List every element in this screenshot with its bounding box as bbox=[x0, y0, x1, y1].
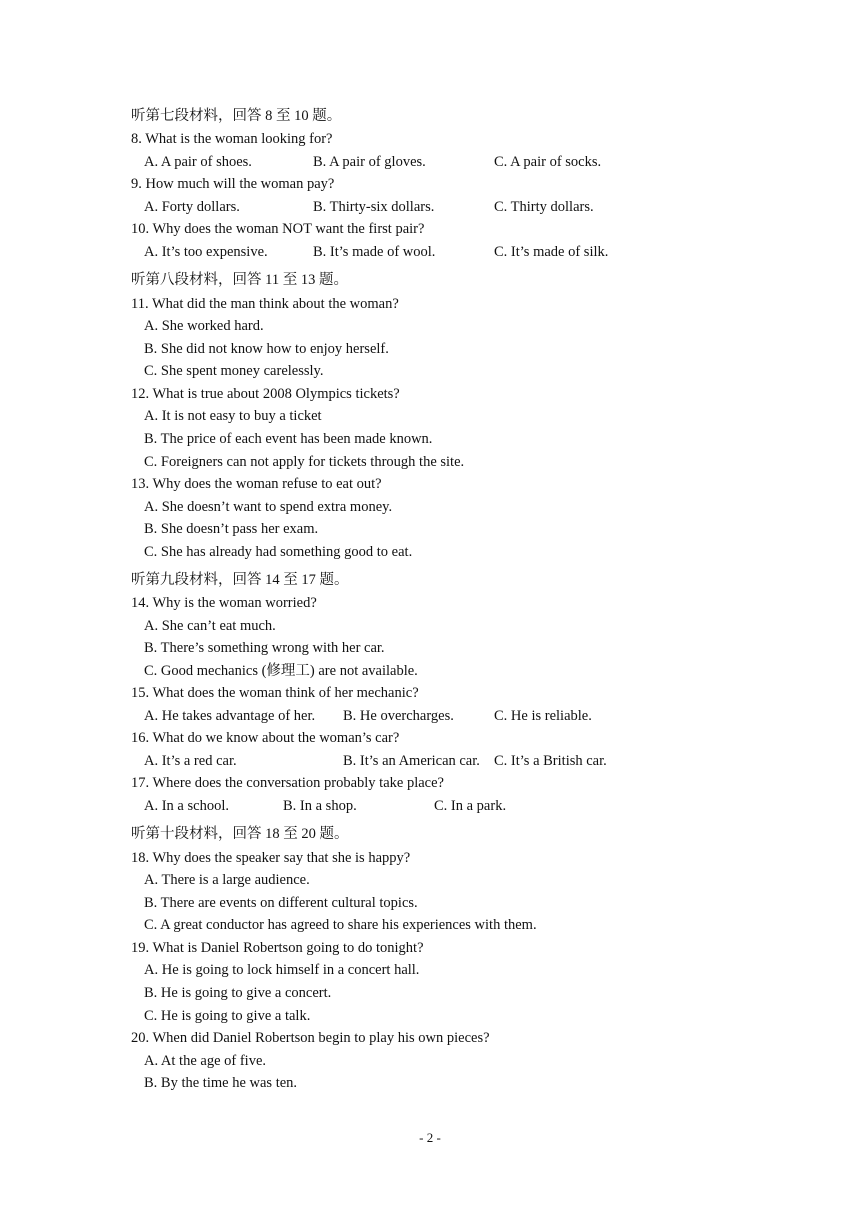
question-15: 15. What does the woman think of her mechanic? bbox=[131, 685, 419, 701]
section-heading: 听第十段材料，回答 18 至 20 题。 bbox=[131, 826, 349, 842]
option-15c: C. He is reliable. bbox=[494, 708, 592, 724]
question-20: 20. When did Daniel Robertson begin to play his own pieces? bbox=[131, 1030, 490, 1046]
option-11b: B. She did not know how to enjoy herself. bbox=[144, 341, 389, 357]
option-11c: C. She spent money carelessly. bbox=[144, 363, 324, 379]
option-16a: A. It’s a red car. bbox=[144, 753, 237, 769]
option-10c: C. It’s made of silk. bbox=[494, 244, 609, 260]
option-8a: A. A pair of shoes. bbox=[144, 154, 252, 170]
question-9: 9. How much will the woman pay? bbox=[131, 176, 335, 192]
section-heading: 听第七段材料，回答 8 至 10 题。 bbox=[131, 108, 342, 124]
question-10: 10. Why does the woman NOT want the first pair? bbox=[131, 221, 425, 237]
option-13a: A. She doesn’t want to spend extra money. bbox=[144, 499, 393, 515]
option-16b: B. It’s an American car. bbox=[343, 753, 480, 769]
option-10b: B. It’s made of wool. bbox=[313, 244, 436, 260]
option-20b: B. By the time he was ten. bbox=[144, 1075, 298, 1091]
option-18b: B. There are events on different cultural topics. bbox=[144, 895, 418, 911]
section-heading: 听第九段材料，回答 14 至 17 题。 bbox=[131, 572, 349, 588]
option-13c: C. She has already had something good to eat. bbox=[144, 544, 413, 560]
option-11a: A. She worked hard. bbox=[144, 318, 264, 334]
option-18c: C. A great conductor has agreed to share his experiences with them. bbox=[144, 917, 537, 933]
option-14a: A. She can’t eat much. bbox=[144, 618, 276, 634]
option-9b: B. Thirty-six dollars. bbox=[313, 199, 435, 215]
option-12a: A. It is not easy to buy a ticket bbox=[144, 408, 322, 424]
option-9c: C. Thirty dollars. bbox=[494, 199, 594, 215]
option-17b: B. In a shop. bbox=[283, 798, 357, 814]
option-19a: A. He is going to lock himself in a concert hall. bbox=[144, 962, 420, 978]
option-10a: A. It’s too expensive. bbox=[144, 244, 268, 260]
option-14b: B. There’s something wrong with her car. bbox=[144, 640, 385, 656]
option-16c: C. It’s a British car. bbox=[494, 753, 607, 769]
option-15b: B. He overcharges. bbox=[343, 708, 454, 724]
question-14: 14. Why is the woman worried? bbox=[131, 595, 317, 611]
option-12b: B. The price of each event has been made known. bbox=[144, 431, 433, 447]
option-8b: B. A pair of gloves. bbox=[313, 154, 426, 170]
option-14c: C. Good mechanics (修理工) are not available. bbox=[144, 663, 418, 679]
option-17a: A. In a school. bbox=[144, 798, 229, 814]
option-13b: B. She doesn’t pass her exam. bbox=[144, 521, 319, 537]
option-9a: A. Forty dollars. bbox=[144, 199, 240, 215]
question-11: 11. What did the man think about the woman? bbox=[131, 296, 399, 312]
section-heading: 听第八段材料，回答 11 至 13 题。 bbox=[131, 272, 348, 288]
question-18: 18. Why does the speaker say that she is happy? bbox=[131, 850, 411, 866]
option-12c: C. Foreigners can not apply for tickets through the site. bbox=[144, 454, 465, 470]
question-12: 12. What is true about 2008 Olympics tickets? bbox=[131, 386, 400, 402]
option-17c: C. In a park. bbox=[434, 798, 507, 814]
question-19: 19. What is Daniel Robertson going to do tonight? bbox=[131, 940, 424, 956]
option-8c: C. A pair of socks. bbox=[494, 154, 602, 170]
question-13: 13. Why does the woman refuse to eat out? bbox=[131, 476, 382, 492]
question-16: 16. What do we know about the woman’s car? bbox=[131, 730, 400, 746]
option-19b: B. He is going to give a concert. bbox=[144, 985, 332, 1001]
option-18a: A. There is a large audience. bbox=[144, 872, 310, 888]
option-19c: C. He is going to give a talk. bbox=[144, 1008, 311, 1024]
option-15a: A. He takes advantage of her. bbox=[144, 708, 316, 724]
question-8: 8. What is the woman looking for? bbox=[131, 131, 333, 147]
question-17: 17. Where does the conversation probably take place? bbox=[131, 775, 444, 791]
page-number: - 2 - bbox=[419, 1130, 441, 1145]
option-20a: A. At the age of five. bbox=[144, 1053, 267, 1069]
